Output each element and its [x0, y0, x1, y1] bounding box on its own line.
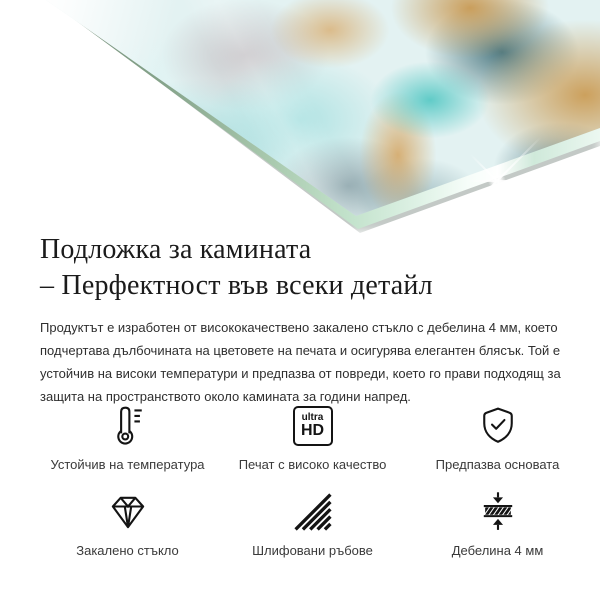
- feature-label: Шлифовани ръбове: [252, 543, 373, 558]
- ultra-hd-text-top: ultra: [301, 412, 324, 423]
- feature-polished-edges: [220, 489, 405, 558]
- feature-thickness: [405, 489, 590, 558]
- feature-label: Предпазва основата: [435, 457, 560, 472]
- feature-label: Устойчив на температура: [50, 457, 205, 472]
- hero-product-image: [0, 0, 600, 232]
- title-line-2: – Перфектност във всеки детайл: [40, 270, 433, 301]
- shield-check-icon: [476, 403, 520, 449]
- thickness-icon: [476, 489, 520, 535]
- title-line-1: Подложка за камината: [40, 234, 312, 265]
- feature-label: Дебелина 4 мм: [451, 543, 544, 558]
- feature-temperature: [35, 403, 220, 472]
- glass-reflection: [0, 0, 600, 232]
- features-grid: [35, 403, 590, 558]
- thermometer-icon: [106, 403, 150, 449]
- feature-label: Закалено стъкло: [76, 543, 179, 558]
- polished-edges-icon: [291, 489, 335, 535]
- page-title: [40, 232, 565, 304]
- ultra-hd-icon: [293, 403, 333, 449]
- feature-protects-base: [405, 403, 590, 472]
- diamond-icon: [106, 489, 150, 535]
- text-section: [40, 230, 565, 408]
- product-description: Продуктът е изработен от висококачествено закалено стъкло с дебелина 4 мм, което подчертава дълбочината на цветовете на печата и осигурява елегантен блясък. Той е устойчив на високи температури и предпазва от повреди, което го прави подходящ за защита на пространството около камината за години напред.: [40, 320, 561, 404]
- ultra-hd-text-bottom: HD: [300, 422, 325, 439]
- feature-print-quality: [220, 403, 405, 472]
- feature-label: Печат с високо качество: [238, 457, 387, 472]
- feature-tempered-glass: [35, 489, 220, 558]
